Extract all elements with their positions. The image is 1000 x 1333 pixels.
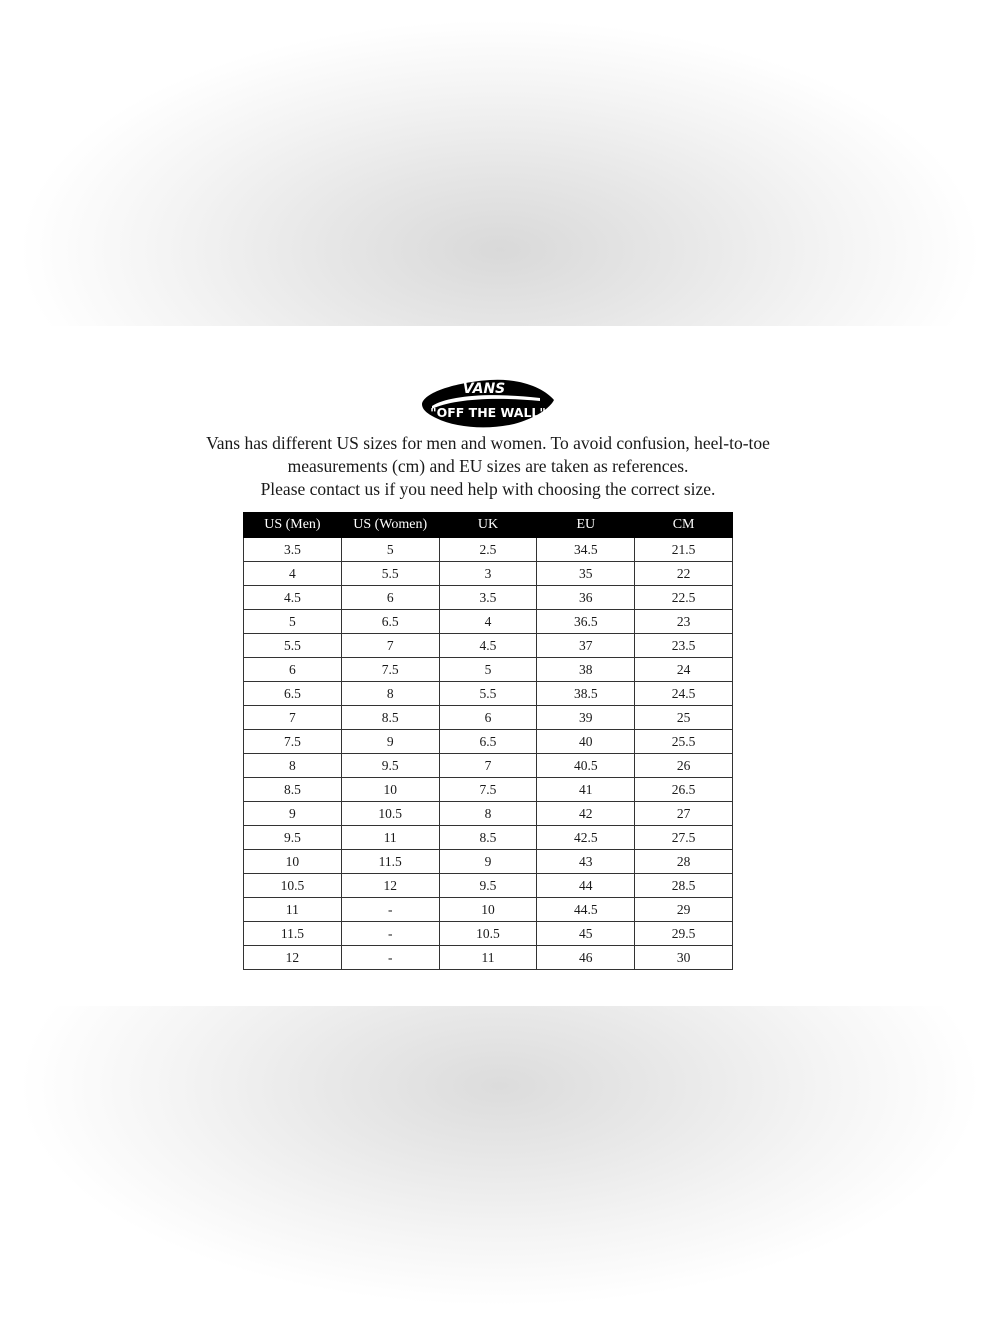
table-cell: 9 [341, 730, 439, 754]
table-header-cell: UK [439, 513, 537, 538]
table-cell: 6.5 [244, 682, 342, 706]
table-cell: 41 [537, 778, 635, 802]
table-cell: 11 [244, 898, 342, 922]
table-cell: 26 [635, 754, 733, 778]
table-cell: 7 [341, 634, 439, 658]
table-cell: 8.5 [439, 826, 537, 850]
table-cell: 5.5 [341, 562, 439, 586]
table-cell: 9.5 [439, 874, 537, 898]
table-cell: 10 [439, 898, 537, 922]
table-cell: 9.5 [244, 826, 342, 850]
table-row [244, 610, 733, 634]
table-cell: 23.5 [635, 634, 733, 658]
table-cell: 5 [244, 610, 342, 634]
table-row [244, 586, 733, 610]
table-row [244, 730, 733, 754]
table-cell: 38 [537, 658, 635, 682]
table-cell: 10 [244, 850, 342, 874]
table-cell: 10.5 [244, 874, 342, 898]
table-cell: 11.5 [341, 850, 439, 874]
table-row [244, 946, 733, 970]
table-cell: 4 [439, 610, 537, 634]
table-cell: 36.5 [537, 610, 635, 634]
table-cell: 8.5 [244, 778, 342, 802]
table-cell: 10 [341, 778, 439, 802]
table-cell: 11 [439, 946, 537, 970]
table-row [244, 850, 733, 874]
table-cell: 38.5 [537, 682, 635, 706]
table-cell: 29 [635, 898, 733, 922]
size-table [243, 512, 733, 970]
table-cell: 44 [537, 874, 635, 898]
intro-text [150, 432, 826, 501]
table-cell: - [341, 898, 439, 922]
table-cell: 4.5 [244, 586, 342, 610]
table-cell: 22 [635, 562, 733, 586]
table-cell: 9 [439, 850, 537, 874]
table-cell: 5.5 [244, 634, 342, 658]
table-cell: 9 [244, 802, 342, 826]
table-cell: 11.5 [244, 922, 342, 946]
table-cell: 40.5 [537, 754, 635, 778]
table-cell: 8 [439, 802, 537, 826]
table-cell: 3.5 [439, 586, 537, 610]
table-header-row [244, 513, 733, 538]
table-row [244, 874, 733, 898]
intro-line-3: Please contact us if you need help with choosing the correct size. [260, 479, 716, 499]
table-cell: 43 [537, 850, 635, 874]
table-cell: 3.5 [244, 538, 342, 562]
table-cell: 7.5 [341, 658, 439, 682]
table-cell: 21.5 [635, 538, 733, 562]
table-row [244, 658, 733, 682]
table-cell: 34.5 [537, 538, 635, 562]
table-cell: 22.5 [635, 586, 733, 610]
table-cell: 6 [244, 658, 342, 682]
table-cell: 25.5 [635, 730, 733, 754]
table-cell: 44.5 [537, 898, 635, 922]
table-cell: 5 [439, 658, 537, 682]
table-cell: 24.5 [635, 682, 733, 706]
table-cell: 6 [439, 706, 537, 730]
table-cell: 29.5 [635, 922, 733, 946]
logo-text-top: VANS [462, 381, 506, 397]
vans-logo [418, 374, 558, 430]
table-row [244, 898, 733, 922]
table-cell: 46 [537, 946, 635, 970]
table-cell: 10.5 [439, 922, 537, 946]
table-cell: 35 [537, 562, 635, 586]
intro-line-1: Vans has different US sizes for men and women. To avoid confusion, heel-to-toe [206, 433, 770, 453]
table-cell: 26.5 [635, 778, 733, 802]
table-cell: 7.5 [244, 730, 342, 754]
table-cell: 2.5 [439, 538, 537, 562]
table-row [244, 826, 733, 850]
background-bottom [0, 1006, 1000, 1333]
table-row [244, 706, 733, 730]
table-cell: 36 [537, 586, 635, 610]
table-cell: 25 [635, 706, 733, 730]
table-cell: 7 [244, 706, 342, 730]
table-cell: 8.5 [341, 706, 439, 730]
table-row [244, 922, 733, 946]
table-header-cell: US (Men) [244, 513, 342, 538]
table-cell: 4.5 [439, 634, 537, 658]
table-row [244, 562, 733, 586]
table-cell: 27.5 [635, 826, 733, 850]
table-row [244, 634, 733, 658]
table-row [244, 538, 733, 562]
table-cell: 7 [439, 754, 537, 778]
logo-text-bottom: "OFF THE WALL" [430, 405, 546, 420]
table-cell: 30 [635, 946, 733, 970]
table-cell: 24 [635, 658, 733, 682]
table-row [244, 778, 733, 802]
table-cell: 23 [635, 610, 733, 634]
table-cell: 9.5 [341, 754, 439, 778]
table-row [244, 754, 733, 778]
table-cell: 5 [341, 538, 439, 562]
table-cell: 28 [635, 850, 733, 874]
table-cell: 12 [341, 874, 439, 898]
table-cell: - [341, 946, 439, 970]
table-cell: 6 [341, 586, 439, 610]
table-cell: 40 [537, 730, 635, 754]
table-cell: 8 [244, 754, 342, 778]
table-cell: - [341, 922, 439, 946]
table-cell: 27 [635, 802, 733, 826]
table-cell: 6.5 [439, 730, 537, 754]
table-cell: 3 [439, 562, 537, 586]
table-cell: 10.5 [341, 802, 439, 826]
intro-line-2: measurements (cm) and EU sizes are taken as references. [287, 456, 689, 476]
table-cell: 45 [537, 922, 635, 946]
table-cell: 7.5 [439, 778, 537, 802]
table-cell: 37 [537, 634, 635, 658]
table-cell: 5.5 [439, 682, 537, 706]
table-cell: 28.5 [635, 874, 733, 898]
table-row [244, 802, 733, 826]
table-cell: 39 [537, 706, 635, 730]
table-cell: 12 [244, 946, 342, 970]
table-header-cell: EU [537, 513, 635, 538]
table-body [244, 538, 733, 970]
table-cell: 6.5 [341, 610, 439, 634]
table-cell: 4 [244, 562, 342, 586]
table-cell: 11 [341, 826, 439, 850]
table-row [244, 682, 733, 706]
table-header-cell: CM [635, 513, 733, 538]
table-cell: 42.5 [537, 826, 635, 850]
table-cell: 8 [341, 682, 439, 706]
table-header-cell: US (Women) [341, 513, 439, 538]
background-top [0, 0, 1000, 326]
table-cell: 42 [537, 802, 635, 826]
